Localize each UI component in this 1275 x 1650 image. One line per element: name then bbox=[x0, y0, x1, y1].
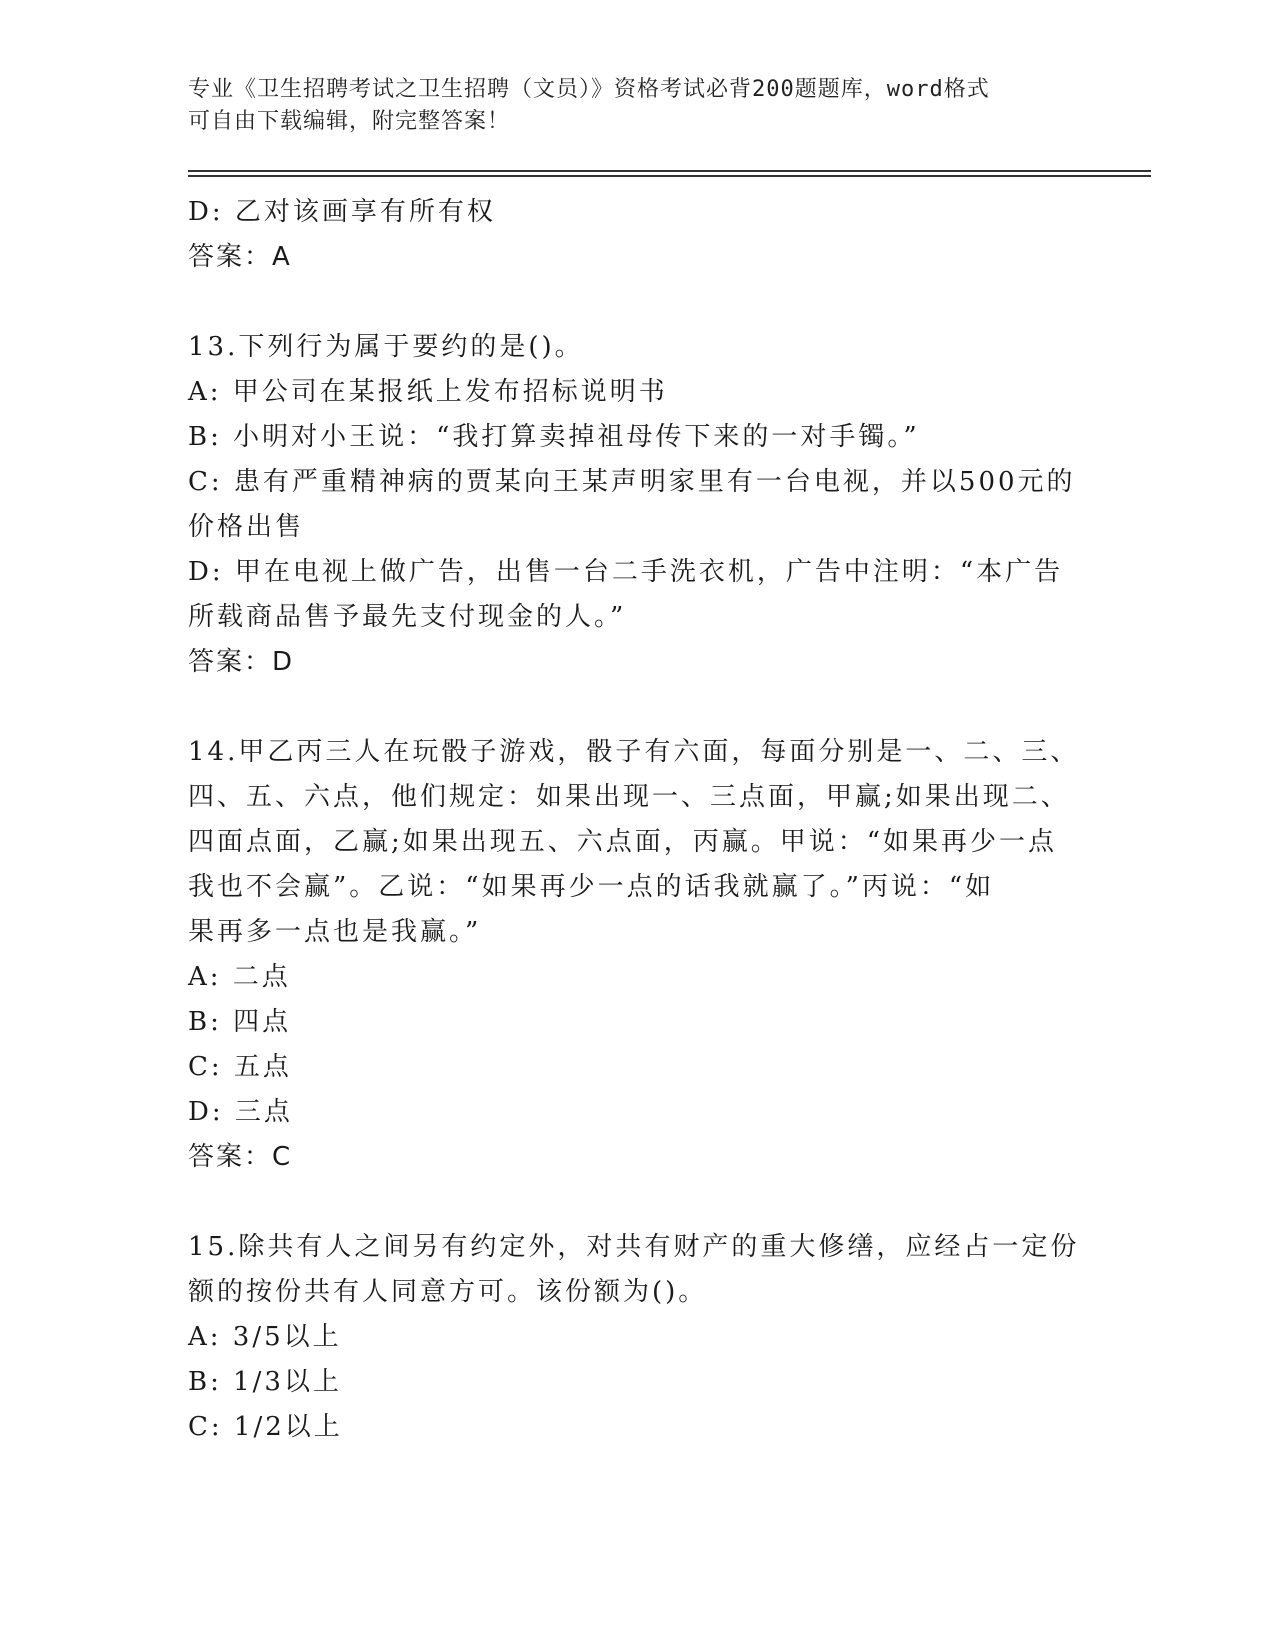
option-c: C: 1/2以上 bbox=[188, 1412, 343, 1442]
question-stem-line: 14.甲乙丙三人在玩骰子游戏，骰子有六面，每面分别是一、二、三、 bbox=[188, 737, 1080, 767]
option-c-continued: 价格出售 bbox=[188, 512, 305, 542]
question-stem-line: 15.除共有人之间另有约定外，对共有财产的重大修缮，应经占一定份 bbox=[188, 1232, 1080, 1262]
question-12-tail bbox=[188, 190, 1088, 280]
header-rule-top bbox=[188, 170, 1151, 172]
option-b: B: 四点 bbox=[188, 1007, 292, 1037]
option-c: C: 五点 bbox=[188, 1052, 292, 1082]
question-stem-line: 果再多一点也是我赢。” bbox=[188, 917, 482, 947]
answer: 答案：A bbox=[188, 242, 292, 272]
document-body bbox=[188, 190, 1088, 1450]
option-a: A: 3/5以上 bbox=[188, 1322, 342, 1352]
option-b: B: 1/3以上 bbox=[188, 1367, 342, 1397]
question-stem: 13.下列行为属于要约的是()。 bbox=[188, 332, 584, 362]
option-a: A: 二点 bbox=[188, 962, 291, 992]
option-d: D: 甲在电视上做广告，出售一台二手洗衣机，广告中注明：“本广告 bbox=[188, 557, 1064, 587]
document-header bbox=[188, 74, 1088, 138]
question-stem-line: 四、五、六点，他们规定：如果出现一、三点面，甲赢;如果出现二、 bbox=[188, 782, 1070, 812]
option-a: A: 甲公司在某报纸上发布招标说明书 bbox=[188, 377, 668, 407]
spacer bbox=[188, 280, 1088, 325]
option-d: D: 乙对该画享有所有权 bbox=[188, 197, 496, 227]
option-b: B: 小明对小王说：“我打算卖掉祖母传下来的一对手镯。” bbox=[188, 422, 920, 452]
header-rule-bottom bbox=[188, 175, 1151, 177]
question-15 bbox=[188, 1225, 1088, 1450]
option-d: D: 三点 bbox=[188, 1097, 293, 1127]
answer: 答案：C bbox=[188, 1142, 293, 1172]
header-title-line-1: 专业《卫生招聘考试之卫生招聘（文员）》资格考试必背200题题库，word格式 bbox=[188, 77, 990, 102]
question-stem-line: 四面点面，乙赢;如果出现五、六点面，丙赢。甲说：“如果再少一点 bbox=[188, 827, 1058, 857]
answer: 答案：D bbox=[188, 647, 295, 677]
option-c: C: 患有严重精神病的贾某向王某声明家里有一台电视，并以500元的 bbox=[188, 467, 1076, 497]
question-stem-line: 额的按份共有人同意方可。该份额为()。 bbox=[188, 1277, 708, 1307]
spacer bbox=[188, 685, 1088, 730]
option-d-continued: 所载商品售予最先支付现金的人。” bbox=[188, 602, 627, 632]
question-stem-line: 我也不会赢”。乙说：“如果再少一点的话我就赢了。”丙说：“如 bbox=[188, 872, 995, 902]
question-13 bbox=[188, 325, 1088, 685]
header-title-line-2: 可自由下载编辑，附完整答案！ bbox=[188, 109, 511, 134]
question-14 bbox=[188, 730, 1088, 1180]
spacer bbox=[188, 1180, 1088, 1225]
